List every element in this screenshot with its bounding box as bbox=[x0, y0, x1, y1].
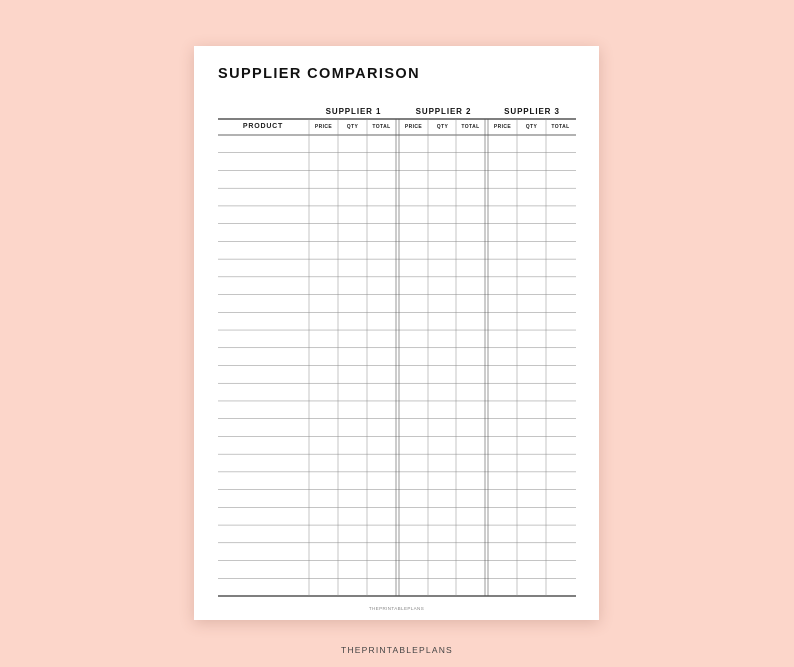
supplier-3-label: SUPPLIER 3 bbox=[504, 107, 560, 116]
sheet-footer: THEPRINTABLEPLANS bbox=[368, 606, 425, 611]
s2-qty-header: QTY bbox=[436, 124, 449, 130]
product-column-header: PRODUCT bbox=[242, 123, 284, 130]
s2-price-header: PRICE bbox=[404, 124, 423, 130]
s1-qty-header: QTY bbox=[346, 124, 359, 130]
s3-qty-header: QTY bbox=[525, 124, 538, 130]
s3-price-header: PRICE bbox=[493, 124, 512, 130]
s2-total-header: TOTAL bbox=[461, 124, 480, 130]
s1-price-header: PRICE bbox=[314, 124, 333, 130]
s1-total-header: TOTAL bbox=[372, 124, 391, 130]
brand-caption: THEPRINTABLEPLANS bbox=[341, 645, 453, 655]
comparison-table-grid bbox=[194, 46, 599, 620]
page-title: SUPPLIER COMPARISON bbox=[218, 66, 420, 82]
supplier-1-label: SUPPLIER 1 bbox=[325, 107, 382, 116]
printable-sheet bbox=[194, 46, 599, 620]
s3-total-header: TOTAL bbox=[551, 124, 570, 130]
supplier-2-label: SUPPLIER 2 bbox=[415, 107, 472, 116]
